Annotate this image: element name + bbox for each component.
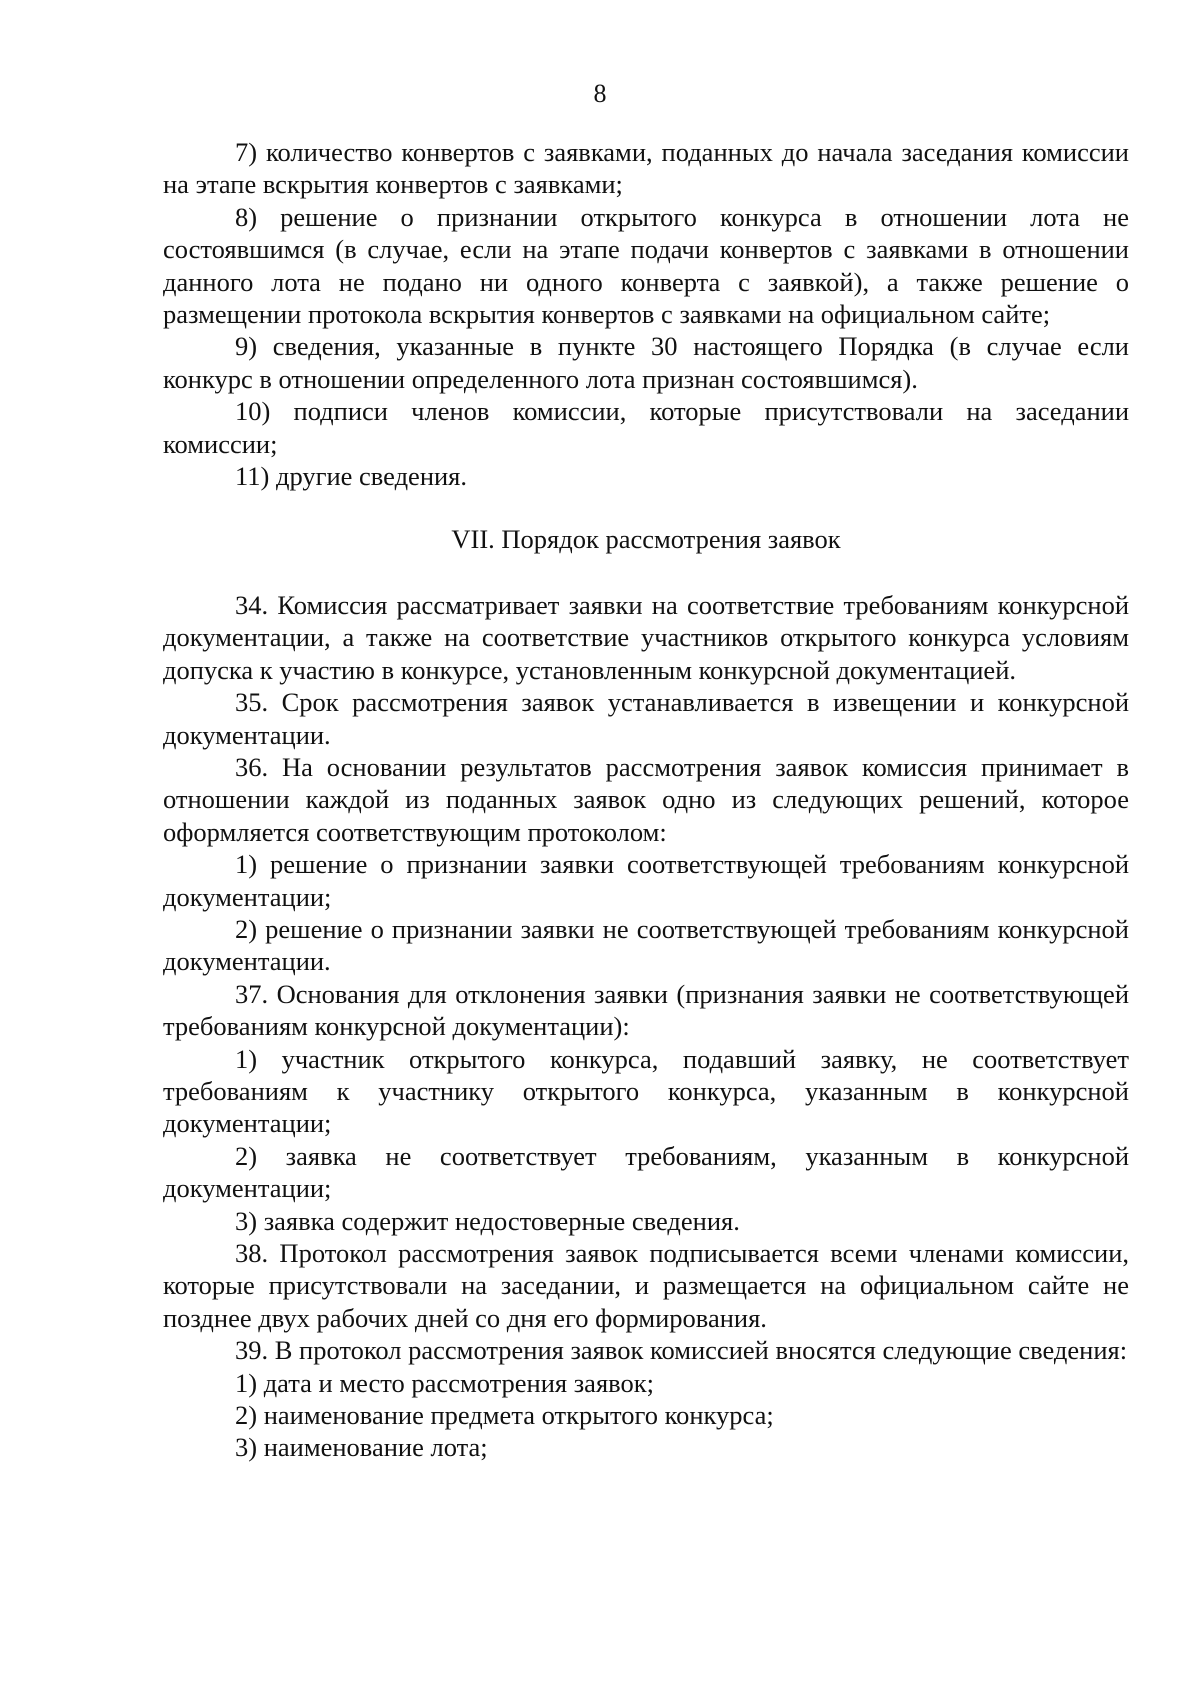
paragraph-38: 38. Протокол рассмотрения заявок подписывается всеми членами комиссии, которые присутствовали на заседании, и размещается на официальном сайте не позднее двух рабочих дней со дня его формирования.	[163, 1238, 1129, 1333]
paragraph-39-item-1: 1) дата и место рассмотрения заявок;	[235, 1367, 654, 1398]
paragraph-item-8: 8) решение о признании открытого конкурса в отношении лота не состоявшимся (в случае, если на этапе подачи конвертов с заявками в отношении данного лота не подано ни одного конверта с заявкой), а также решение о размещении протокола вскрытия конвертов с заявками на официальном сайте;	[163, 201, 1129, 330]
paragraph-35: 35. Срок рассмотрения заявок устанавливается в извещении и конкурсной документации.	[163, 687, 1129, 750]
paragraph-item-9: 9) сведения, указанные в пункте 30 настоящего Порядка (в случае если конкурс в отношении определенного лота признан состоявшимся).	[163, 331, 1129, 394]
section-heading: VII. Порядок рассмотрения заявок	[451, 524, 841, 555]
paragraph-36-item-1: 1) решение о признании заявки соответствующей требованиям конкурсной документации;	[163, 849, 1129, 912]
page-number: 8	[593, 79, 607, 108]
paragraph-37-item-2: 2) заявка не соответствует требованиям, указанным в конкурсной документации;	[163, 1140, 1129, 1204]
paragraph-36: 36. На основании результатов рассмотрения заявок комиссия принимает в отношении каждой из поданных заявок одно из следующих решений, которое оформляется соответствующим протоколом:	[163, 751, 1129, 847]
paragraph-item-11: 11) другие сведения.	[235, 461, 467, 492]
paragraph-37-item-3: 3) заявка содержит недостоверные сведения.	[235, 1205, 740, 1236]
paragraph-36-item-2: 2) решение о признании заявки не соответствующей требованиям конкурсной документации.	[163, 913, 1129, 977]
paragraph-37: 37. Основания для отклонения заявки (признания заявки не соответствующей требованиям конкурсной документации):	[163, 978, 1129, 1042]
paragraph-39-item-3: 3) наименование лота;	[235, 1432, 488, 1463]
paragraph-34: 34. Комиссия рассматривает заявки на соответствие требованиям конкурсной документации, а также на соответствие участников открытого конкурса условиям допуска к участию в конкурсе, установленным конкурсной документацией.	[163, 589, 1129, 685]
document-body	[163, 136, 1129, 1464]
paragraph-item-7: 7) количество конвертов с заявками, поданных до начала заседания комиссии на этапе вскрытия конвертов с заявками;	[163, 137, 1129, 200]
paragraph-39-item-2: 2) наименование предмета открытого конкурса;	[235, 1400, 774, 1431]
paragraph-39: 39. В протокол рассмотрения заявок комиссией вносятся следующие сведения:	[235, 1335, 1128, 1366]
paragraph-item-10: 10) подписи членов комиссии, которые присутствовали на заседании комиссии;	[163, 396, 1129, 459]
paragraph-37-item-1: 1) участник открытого конкурса, подавший заявку, не соответствует требованиям к участнику открытого конкурса, указанным в конкурсной документации;	[163, 1043, 1129, 1139]
